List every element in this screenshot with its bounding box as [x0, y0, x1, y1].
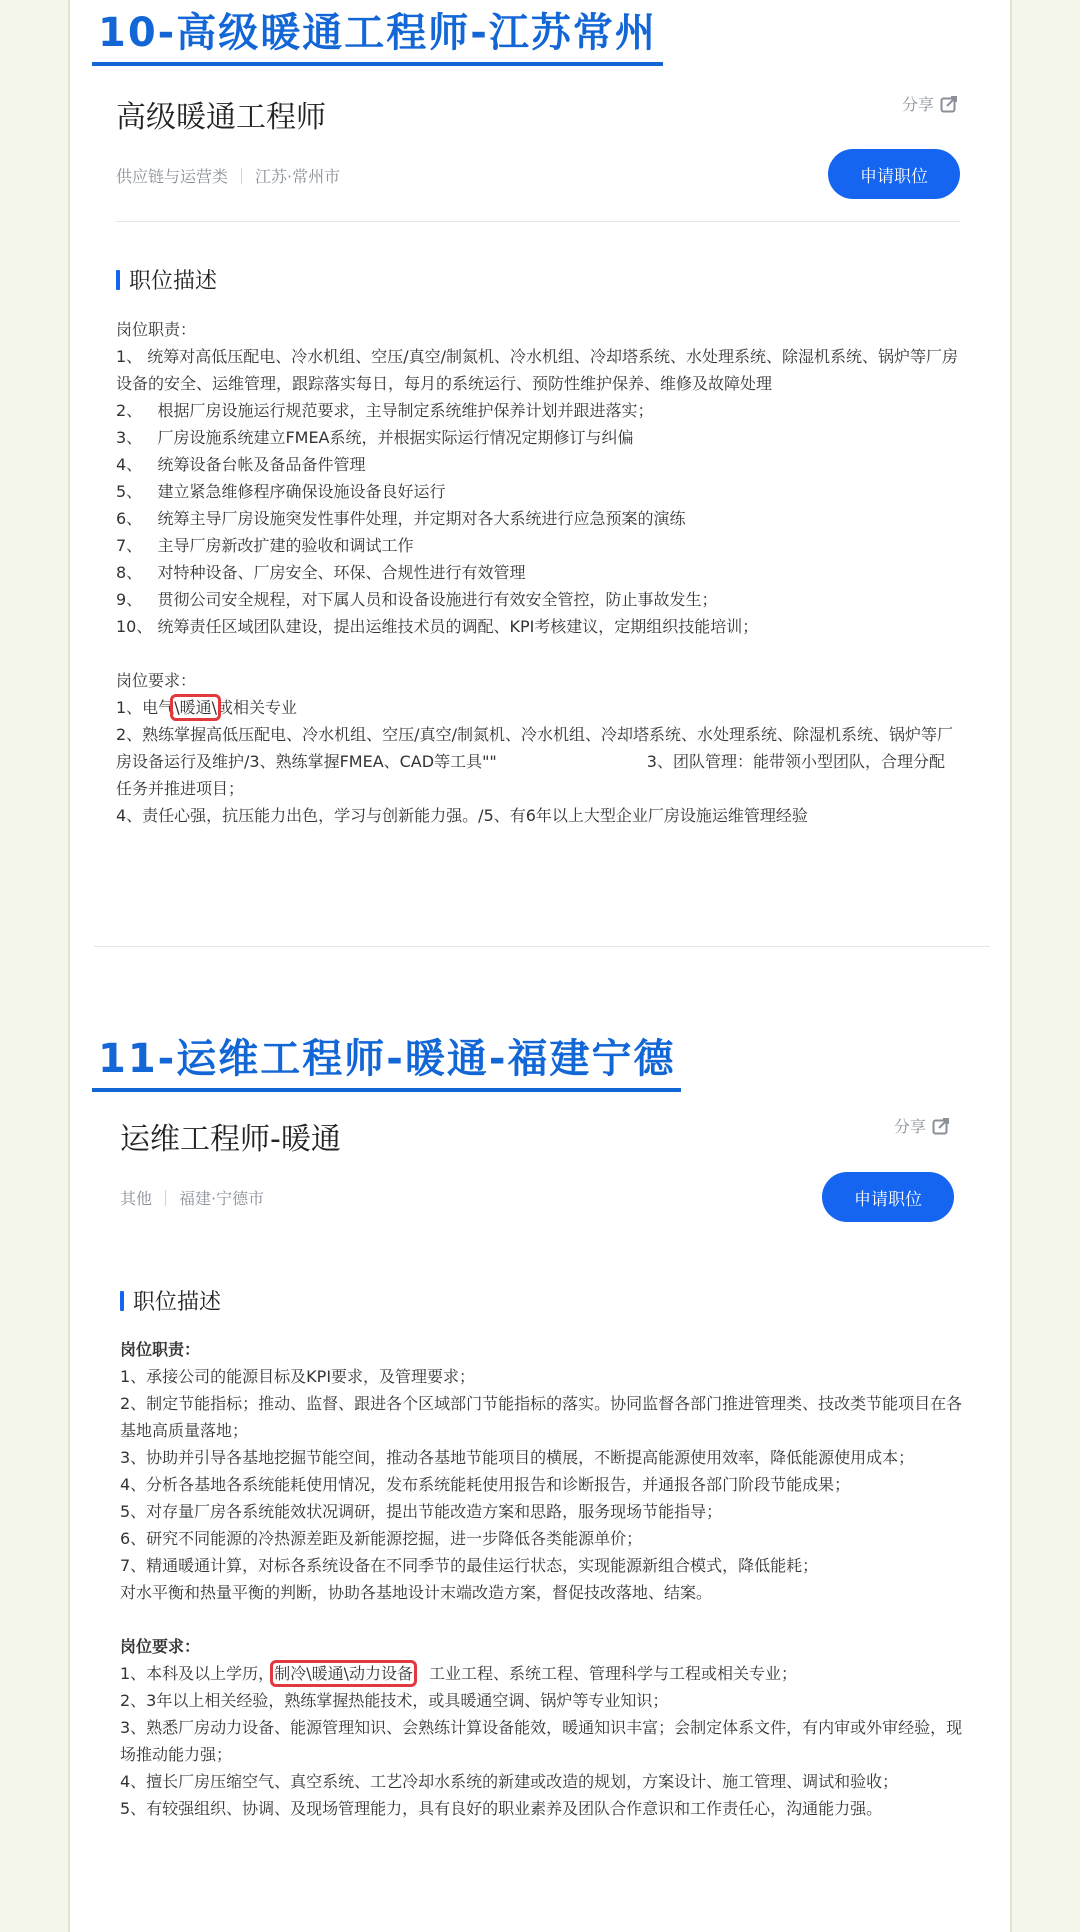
- job1-share-button[interactable]: [902, 92, 958, 115]
- duty-item: 5、 建立紧急维修程序确保设施设备良好运行: [116, 482, 446, 501]
- requirement-item: 5、有较强组织、协调、及现场管理能力，具有良好的职业素养及团队合作意识和工作责任心，沟通能力强。: [120, 1799, 883, 1818]
- meta-divider: [241, 168, 242, 184]
- page: [68, 0, 1012, 1932]
- jobs-separator: [94, 946, 990, 947]
- duty-item: 3、协助并引导各基地挖掘节能空间，推动各基地节能项目的横展，不断提高能源使用效率，降低能源使用成本；: [120, 1448, 915, 1467]
- requirement-item: [120, 1660, 964, 1687]
- duty-item: 2、制定节能指标；推动、监督、跟进各个区域部门节能指标的落实。协同监督各部门推进管理类、技改类节能项目在各基地高质量落地；: [120, 1394, 963, 1440]
- job1-category: 供应链与运营类: [116, 167, 229, 186]
- requirements-heading: 岗位要求：: [116, 671, 197, 690]
- requirement-item: [116, 694, 960, 721]
- duty-item: 7、 主导厂房新改扩建的验收和调试工作: [116, 536, 414, 555]
- requirement-item: 2、3年以上相关经验，熟练掌握热能技术，或具暖通空调、锅炉等专业知识；: [120, 1691, 669, 1710]
- job2-title: 运维工程师-暖通: [120, 1122, 341, 1157]
- duty-item: 9、 贯彻公司安全规程，对下属人员和设备设施进行有效安全管控，防止事故发生；: [116, 590, 718, 609]
- req-text: 2、熟练掌握高低压配电、冷水机组、空压/真空/制氮机、冷水机组、冷却塔系统、水处理系统、除湿机系统、锅炉等厂房设备运行及维护/3、熟练掌握FMEA、CAD等工具"": [116, 725, 953, 771]
- job2-meta: [120, 1186, 264, 1209]
- highlight-box: \暖通\: [174, 698, 217, 717]
- job1-description: [116, 316, 960, 829]
- requirement-item: 4、责任心强，抗压能力出色，学习与创新能力强。/5、有6年以上大型企业厂房设施运维管理经验: [116, 806, 808, 825]
- duty-item: 对水平衡和热量平衡的判断，协助各基地设计末端改造方案，督促技改落地、结案。: [120, 1583, 713, 1602]
- duties-heading: 岗位职责：: [116, 320, 197, 339]
- section-title-text: 职位描述: [129, 269, 218, 294]
- share-label: 分享: [902, 95, 935, 114]
- job1-title: 高级暖通工程师: [116, 100, 326, 135]
- section-accent-bar: [116, 270, 120, 290]
- duties-heading: 岗位职责：: [120, 1340, 201, 1359]
- req-text: 或相关专业: [216, 698, 297, 717]
- job2-description: [120, 1336, 964, 1822]
- share-icon: [932, 1117, 950, 1135]
- job1-location: 江苏·常州市: [255, 167, 341, 186]
- highlight-box: 制冷\暖通\动力设备: [274, 1664, 413, 1683]
- duty-item: 6、研究不同能源的冷热源差距及新能源挖掘，进一步降低各类能源单价；: [120, 1529, 643, 1548]
- duty-item: 7、精通暖通计算，对标各系统设备在不同季节的最佳运行状态，实现能源新组合模式，降低能耗；: [120, 1556, 819, 1575]
- spacer: [116, 640, 960, 667]
- job1-banner: 10-高级暖通工程师-江苏常州: [92, 6, 663, 66]
- requirements-heading: 岗位要求：: [120, 1637, 201, 1656]
- requirement-item: 3、熟悉厂房动力设备、能源管理知识、会熟练计算设备能效，暖通知识丰富；会制定体系文件，有内审或外审经验，现场推动能力强；: [120, 1718, 963, 1764]
- duty-item: 6、 统筹主导厂房设施突发性事件处理，并定期对各大系统进行应急预案的演练: [116, 509, 686, 528]
- job1-apply-button[interactable]: 申请职位: [828, 149, 960, 199]
- meta-divider: [165, 1190, 166, 1206]
- share-icon: [940, 95, 958, 113]
- duty-item: 5、对存量厂房各系统能效状况调研，提出节能改造方案和思路，服务现场节能指导；: [120, 1502, 723, 1521]
- req-text: ，工业工程、系统工程、管理科学与工程或相关专业；: [412, 1664, 797, 1683]
- requirement-item: 4、擅长厂房压缩空气、真空系统、工艺冷却水系统的新建或改造的规划，方案设计、施工管理、调试和验收；: [120, 1772, 899, 1791]
- job2-apply-button[interactable]: 申请职位: [822, 1172, 954, 1222]
- requirement-item: [116, 721, 960, 802]
- duty-item: 2、 根据厂房设施运行规范要求，主导制定系统维护保养计划并跟进落实；: [116, 401, 654, 420]
- job2-banner: 11-运维工程师-暖通-福建宁德: [92, 1032, 681, 1092]
- req-text: 3、团队管理：能带领小型团队，合理分配任务并推进项目；: [116, 752, 945, 798]
- duty-item: 10、 统筹责任区域团队建设，提出运维技术员的调配、KPI考核建议，定期组织技能培训；: [116, 617, 759, 636]
- duty-item: 1、承接公司的能源目标及KPI要求，及管理要求；: [120, 1367, 476, 1386]
- duty-item: 8、 对特种设备、厂房安全、环保、合规性进行有效管理: [116, 563, 526, 582]
- job1-section-title: [116, 264, 217, 295]
- section-accent-bar: [120, 1291, 124, 1311]
- job2-category: 其他: [120, 1189, 153, 1208]
- job2-section-title: [120, 1285, 221, 1316]
- req-text: 1、本科及以上学历，: [120, 1664, 275, 1683]
- job1-divider: [116, 221, 960, 222]
- job2-location: 福建·宁德市: [179, 1189, 265, 1208]
- share-label: 分享: [894, 1117, 927, 1136]
- spacer: [120, 1606, 964, 1633]
- req-text: 1、电气: [116, 698, 175, 717]
- job1-meta: [116, 164, 340, 187]
- duty-item: 3、 厂房设施系统建立FMEA系统，并根据实际运行情况定期修订与纠偏: [116, 428, 634, 447]
- duty-item: 1、 统筹对高低压配电、冷水机组、空压/真空/制氮机、冷水机组、冷却塔系统、水处理系统、除湿机系统、锅炉等厂房设备的安全、运维管理，跟踪落实每日，每月的系统运行、预防性维护保养、维修及故障处理: [116, 347, 959, 393]
- duty-item: 4、 统筹设备台帐及备品备件管理: [116, 455, 366, 474]
- duty-item: 4、分析各基地各系统能耗使用情况，发布系统能耗使用报告和诊断报告，并通报各部门阶段节能成果；: [120, 1475, 851, 1494]
- section-title-text: 职位描述: [133, 1290, 222, 1315]
- job2-share-button[interactable]: [894, 1114, 950, 1137]
